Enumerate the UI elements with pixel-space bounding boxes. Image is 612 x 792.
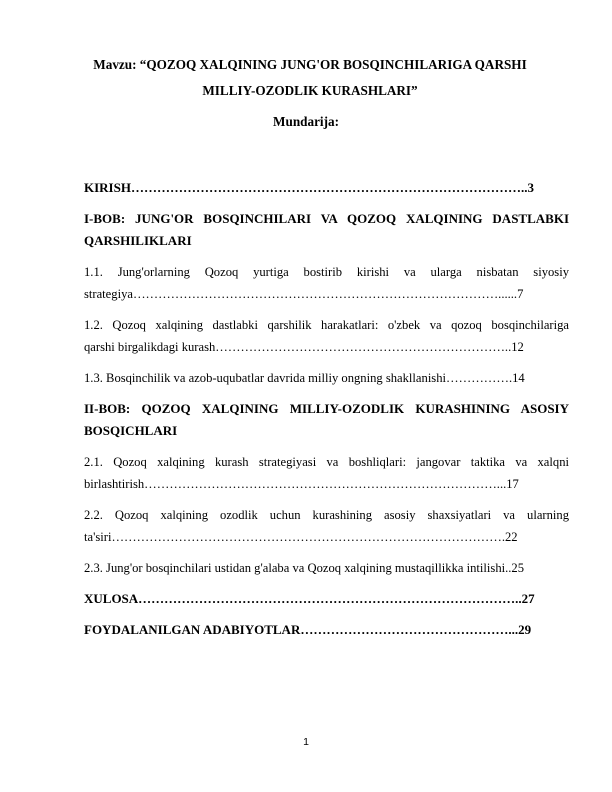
toc-section-2-3-text: 2.3. Jung'or bosqinchilari ustidan g'alaba va Qozoq xalqining mustaqillikka intilishi..25 [84, 561, 525, 575]
title-line-2: MILLIY-OZODLIK KURASHLARI” [202, 83, 418, 98]
toc-section-1-2[interactable] [84, 314, 569, 358]
table-of-contents [84, 177, 569, 641]
toc-section-2-1-line-1: 2.1. Qozoq xalqining kurash strategiyasi va boshliqlari: jangovar taktika va xalqni [84, 455, 569, 469]
toc-section-1-3-text: 1.3. Bosqinchilik va azob-uqubatlar davrida milliy ongning shakllanishi…………….14 [84, 371, 525, 385]
toc-chapter-1[interactable] [84, 208, 569, 252]
toc-section-1-2-line-1: 1.2. Qozoq xalqining dastlabki qarshilik harakatlari: o'zbek va qozoq bosqinchilariga [84, 318, 569, 332]
toc-entry-xulosa[interactable] [84, 588, 569, 610]
toc-chapter-2-line-2: BOSQICHLARI [84, 423, 178, 438]
toc-chapter-1-line-2: QARSHILIKLARI [84, 233, 192, 248]
page-number: 1 [303, 736, 309, 748]
toc-section-1-1-line-1: 1.1. Jung'orlarning Qozoq yurtiga bostirib kirishi va ularga nisbatan siyosiy [84, 265, 569, 279]
toc-section-1-3[interactable] [84, 367, 569, 389]
toc-section-2-1[interactable] [84, 451, 569, 495]
toc-section-1-1[interactable] [84, 261, 569, 305]
toc-chapter-1-line-1: I-BOB: JUNG'OR BOSQINCHILARI VA QOZOQ XALQINING DASTLABKI [84, 211, 569, 226]
toc-section-2-2-line-2: ta'siri………………………………………………………………………………….22 [84, 530, 518, 544]
toc-entry-xulosa-text: XULOSA……………………………………………………………………………..27 [84, 591, 535, 606]
toc-entry-adabiyotlar-text: FOYDALANILGAN ADABIYOTLAR…………………………………………...29 [84, 622, 532, 637]
toc-section-2-2[interactable] [84, 504, 569, 548]
toc-chapter-2[interactable] [84, 398, 569, 442]
toc-section-2-3[interactable] [84, 557, 569, 579]
toc-section-2-2-line-1: 2.2. Qozoq xalqining ozodlik uchun kurashining asosiy shaxsiyatlari va ularning [84, 508, 569, 522]
toc-chapter-2-line-1: II-BOB: QOZOQ XALQINING MILLIY-OZODLIK KURASHINING ASOSIY [84, 401, 569, 416]
toc-entry-kirish-text: KIRISH………………………………………………………………………………..3 [84, 180, 534, 195]
toc-section-2-1-line-2: birlashtirish…………………………………………………………………………...17 [84, 477, 519, 491]
toc-section-1-2-line-2: qarshi birgalikdagi kurash……………………………………………………………..12 [84, 340, 524, 354]
toc-entry-adabiyotlar[interactable] [84, 619, 569, 641]
toc-entry-kirish[interactable] [84, 177, 569, 199]
toc-section-1-1-line-2: strategiya……………………………………………………………………………......7 [84, 287, 524, 301]
document-title [70, 52, 550, 104]
title-line-1: Mavzu: “QOZOQ XALQINING JUNG'OR BOSQINCHILARIGA QARSHI [93, 57, 527, 72]
toc-heading: Mundarija: [273, 114, 339, 129]
